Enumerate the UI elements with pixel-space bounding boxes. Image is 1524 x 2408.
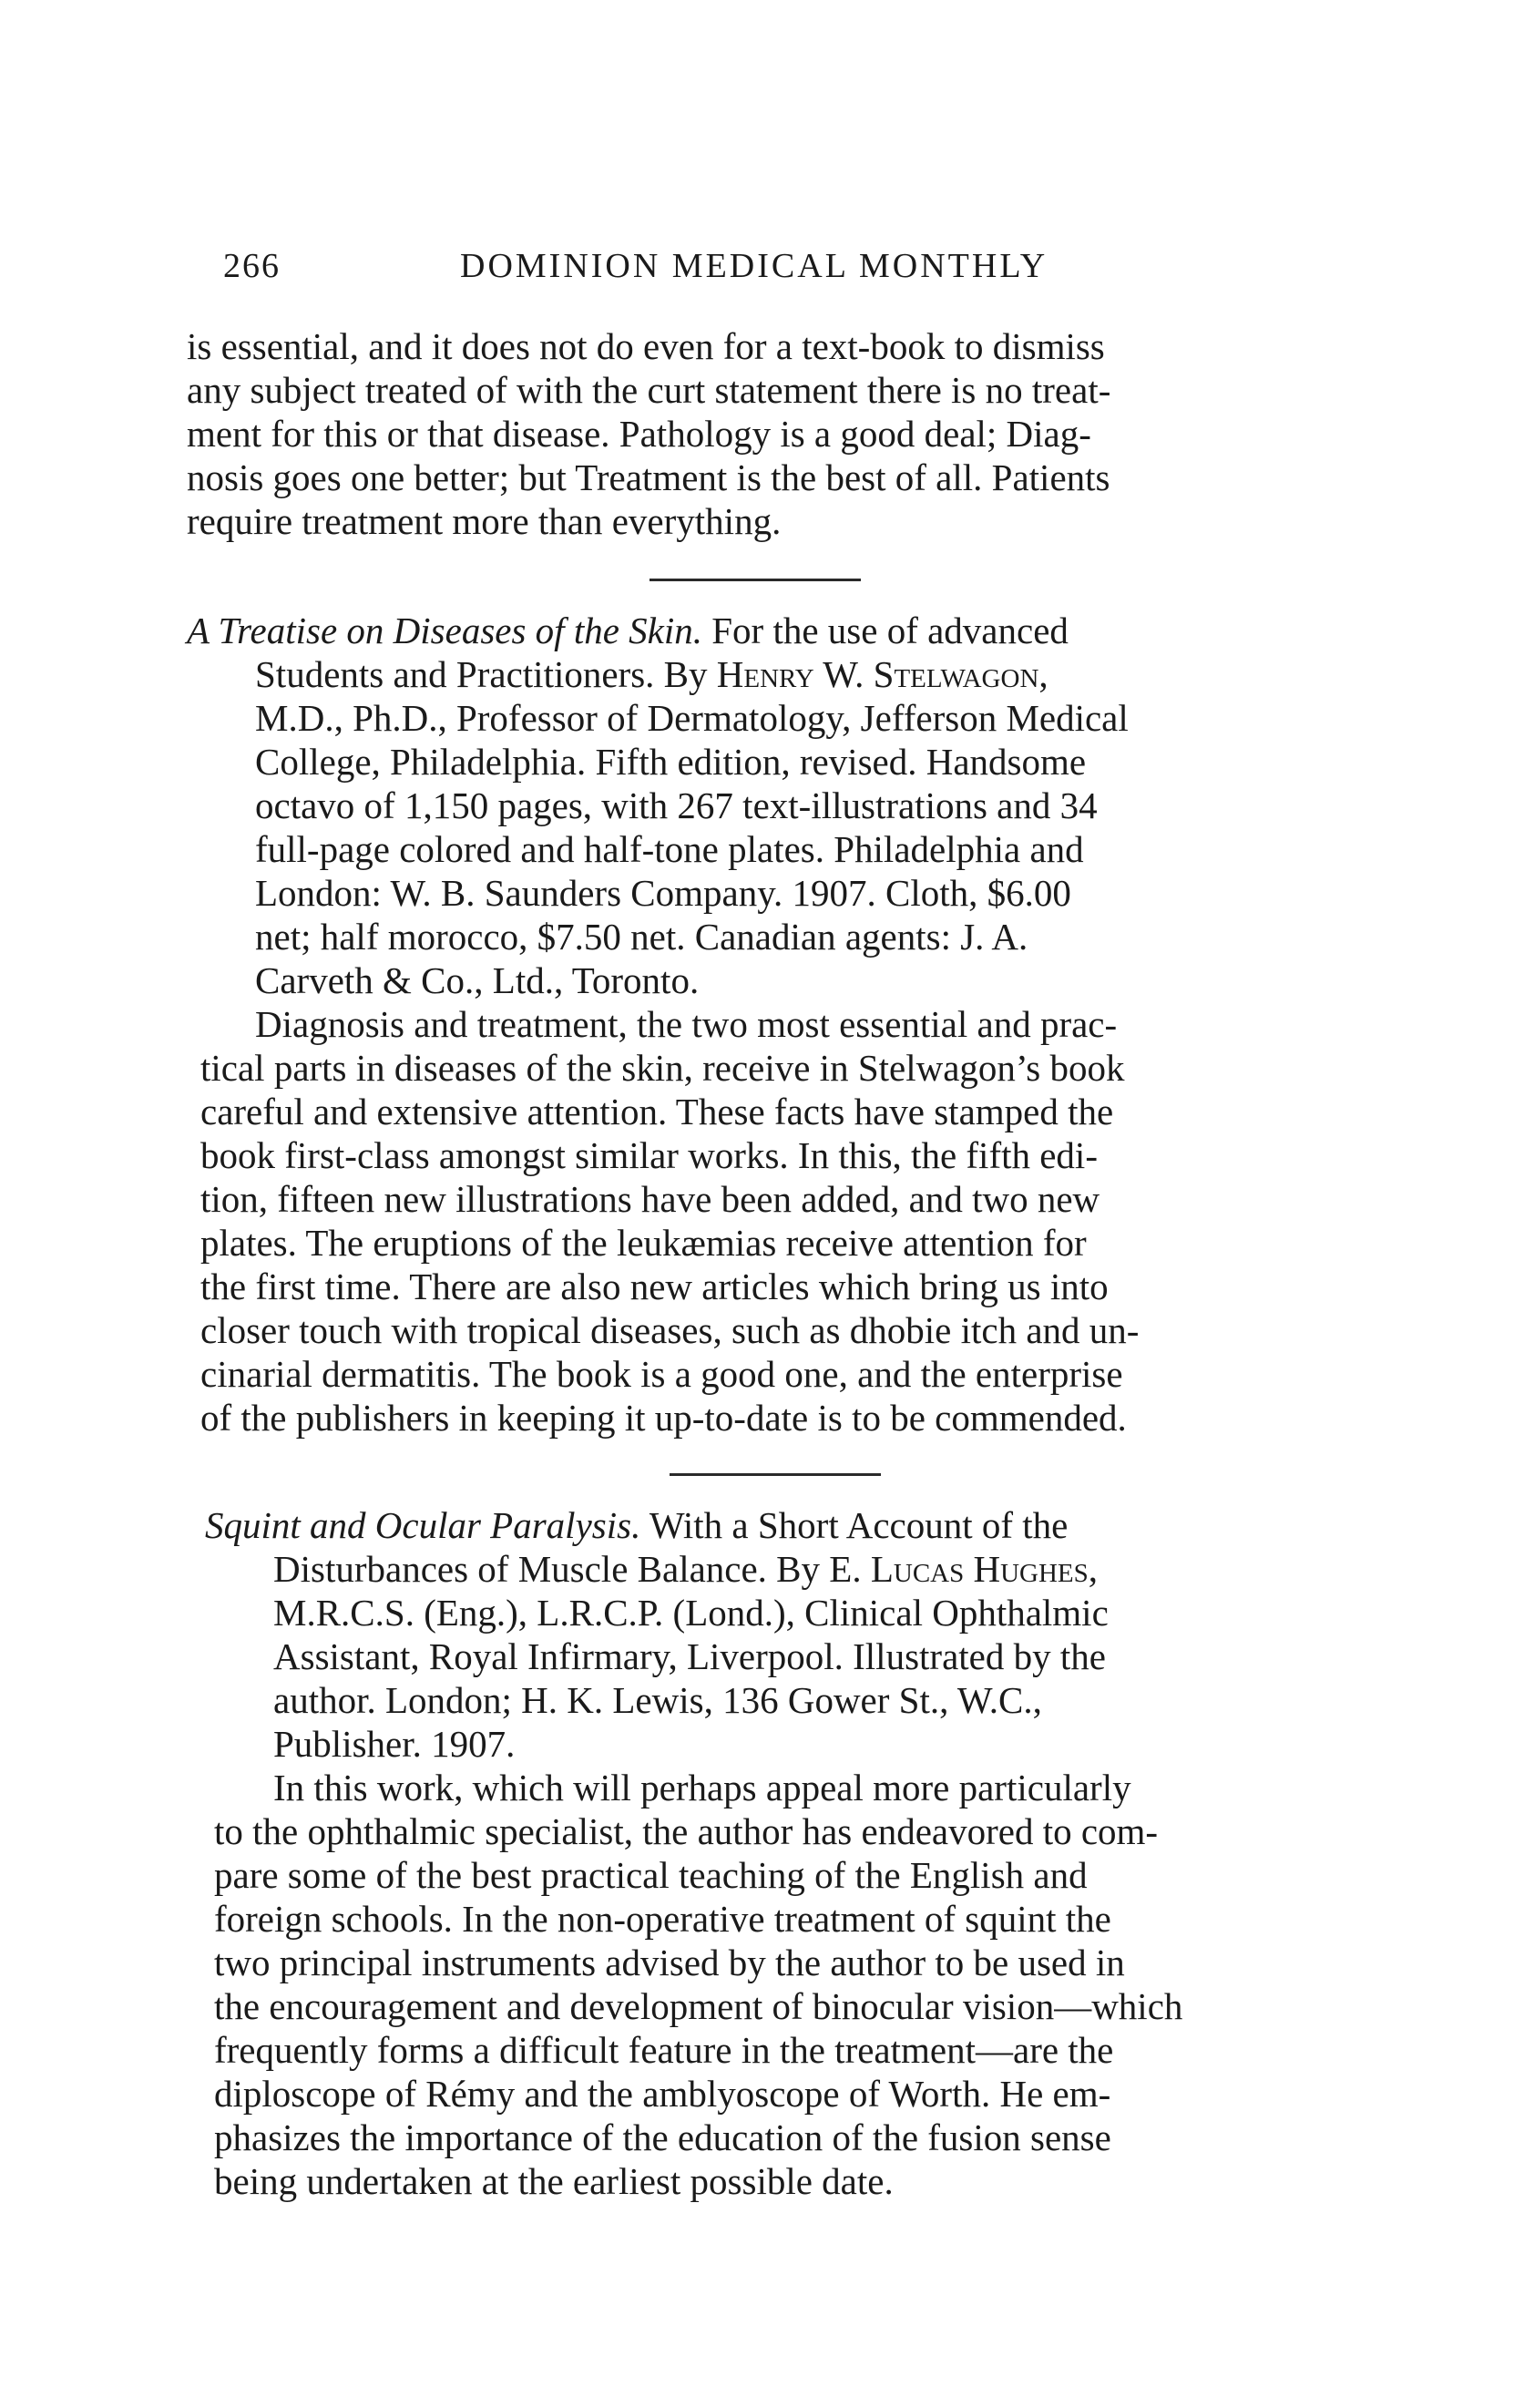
citation-line: College, Philadelphia. Fifth edition, revised. Handsome — [255, 741, 1087, 783]
body-line: pare some of the best practical teaching of the English and — [214, 1854, 1088, 1896]
body-line: tical parts in diseases of the skin, receive in Stelwagon’s book — [200, 1047, 1125, 1089]
running-title: DOMINION MEDICAL MONTHLY — [460, 247, 1048, 285]
citation-line — [273, 1547, 1098, 1591]
body-line: the first time. There are also new articles which bring us into — [200, 1265, 1109, 1307]
body-line: the encouragement and development of binocular vision—which — [214, 1985, 1183, 2027]
citation-text: Students and Practitioners. By — [255, 653, 717, 695]
citation-line: octavo of 1,150 pages, with 267 text-illustrations and 34 — [255, 784, 1098, 826]
body-line: cinarial dermatitis. The book is a good one, and the enterprise — [200, 1353, 1123, 1395]
page-number: 266 — [223, 247, 281, 285]
text-line: is essential, and it does not do even for a text-book to dismiss — [187, 325, 1105, 367]
text-line: nosis goes one better; but Treatment is the best of all. Patients — [187, 456, 1110, 498]
section-divider — [670, 1473, 881, 1476]
body-line: foreign schools. In the non-operative treatment of squint the — [214, 1898, 1111, 1940]
body-line: frequently forms a difficult feature in the treatment—are the — [214, 2029, 1114, 2071]
body-line: book first-class amongst similar works. In this, the fifth edi- — [200, 1134, 1098, 1176]
text-line: ment for this or that disease. Pathology is a good deal; Diag- — [187, 413, 1091, 455]
book-title: Squint and Ocular Paralysis. — [205, 1504, 641, 1546]
citation-line: M.D., Ph.D., Professor of Dermatology, Jefferson Medical — [255, 697, 1129, 739]
citation-line: author. London; H. K. Lewis, 136 Gower St., W.C., — [273, 1679, 1042, 1721]
body-line: Diagnosis and treatment, the two most essential and prac- — [255, 1003, 1118, 1045]
citation-text: Disturbances of Muscle Balance. By E. — [273, 1548, 871, 1590]
citation-line — [187, 609, 1069, 652]
body-line: to the ophthalmic specialist, the author has endeavored to com- — [214, 1810, 1159, 1852]
body-line: plates. The eruptions of the leukæmias receive attention for — [200, 1222, 1087, 1264]
text-line: any subject treated of with the curt statement there is no treat- — [187, 369, 1111, 411]
body-line: diploscope of Rémy and the amblyoscope of Worth. He em- — [214, 2073, 1111, 2115]
running-header — [223, 246, 1134, 292]
body-line: tion, fifteen new illustrations have been added, and two new — [200, 1178, 1100, 1220]
citation-line: Publisher. 1907. — [273, 1723, 516, 1765]
body-line: of the publishers in keeping it up-to-date is to be commended. — [200, 1397, 1127, 1439]
book-title: A Treatise on Diseases of the Skin. — [187, 610, 702, 651]
body-line: careful and extensive attention. These facts have stamped the — [200, 1091, 1114, 1132]
citation-line: Carveth & Co., Ltd., Toronto. — [255, 959, 700, 1001]
citation-line — [255, 652, 1048, 696]
citation-text: With a Short Account of the — [649, 1504, 1069, 1546]
citation-line — [205, 1503, 1068, 1547]
body-line: being undertaken at the earliest possible date. — [214, 2160, 894, 2202]
text-line: require treatment more than everything. — [187, 500, 782, 542]
body-line: In this work, which will perhaps appeal more particularly — [273, 1767, 1131, 1809]
author-name: Lucas Hughes, — [870, 1548, 1099, 1590]
author-name: Henry W. Stelwagon, — [716, 653, 1048, 695]
body-line: closer touch with tropical diseases, such as dhobie itch and un- — [200, 1309, 1140, 1351]
section-divider — [649, 579, 861, 581]
body-line: two principal instruments advised by the author to be used in — [214, 1942, 1125, 1983]
citation-line: M.R.C.S. (Eng.), L.R.C.P. (Lond.), Clinical Ophthalmic — [273, 1592, 1109, 1634]
citation-line: London: W. B. Saunders Company. 1907. Cloth, $6.00 — [255, 872, 1071, 914]
citation-text: For the use of advanced — [711, 610, 1069, 651]
citation-line: net; half morocco, $7.50 net. Canadian agents: J. A. — [255, 916, 1028, 958]
body-line: phasizes the importance of the education of the fusion sense — [214, 2116, 1111, 2158]
citation-line: full-page colored and half-tone plates. Philadelphia and — [255, 828, 1084, 870]
citation-line: Assistant, Royal Infirmary, Liverpool. Illustrated by the — [273, 1635, 1106, 1677]
